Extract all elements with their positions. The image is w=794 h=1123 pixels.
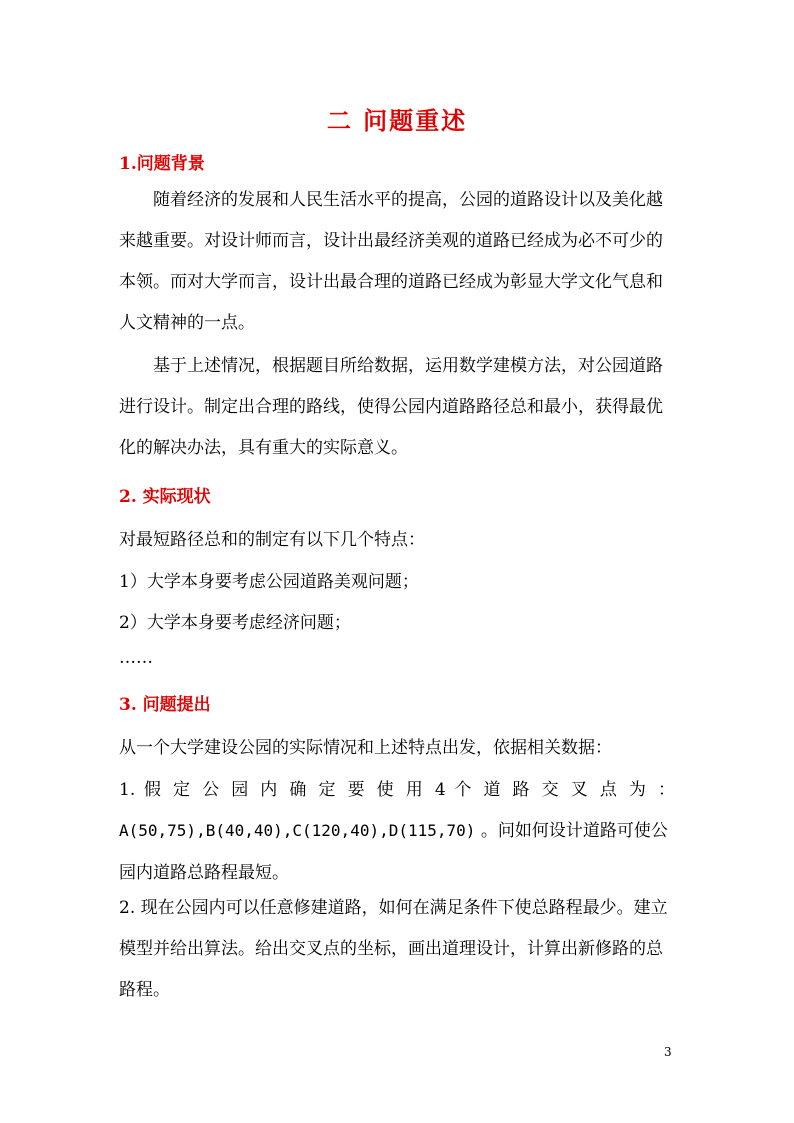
heading-background: 1.问题背景 <box>119 154 205 174</box>
heading-status: 2. 实际现状 <box>119 487 211 507</box>
question-2: 2. 现在公园内可以任意修建道路，如何在满足条件下使总路程最少。建立模型并给出算法。给出交叉点的坐标，画出道理设计，计算出新修路的总路程。 <box>119 898 668 1000</box>
page-number: 3 <box>664 1045 672 1059</box>
intersection-coordinates: A(50,75),B(40,40),C(120,40),D(115,70) <box>119 821 476 840</box>
paragraph-background-1: 随着经济的发展和人民生活水平的提高，公园的道路设计以及美化越来越重要。对设计师而言，设计出最经济美观的道路已经成为必不可少的本领。而对大学而言，设计出最合理的道路已经成为彰显大学文化气息和人文精神的一点。 <box>119 190 663 333</box>
status-ellipsis: …… <box>119 648 153 668</box>
section-title: 二 问题重述 <box>326 106 468 135</box>
question-1-line-2 <box>119 816 668 841</box>
question-1-tail: 。问如何设计道路可使公 <box>475 821 668 841</box>
heading-problem: 3. 问题提出 <box>119 695 211 715</box>
status-item-1: 1）大学本身要考虑公园道路美观问题； <box>119 572 419 592</box>
problem-intro: 从一个大学建设公园的实际情况和上述特点出发，依据相关数据： <box>119 738 612 758</box>
paragraph-background-2: 基于上述情况，根据题目所给数据，运用数学建模方法，对公园道路进行设计。制定出合理的路线，使得公园内道路路径总和最小，获得最优化的解决办法，具有重大的实际意义。 <box>119 356 663 458</box>
question-1-line-3: 园内道路总路程最短。 <box>119 863 289 883</box>
status-intro: 对最短路径总和的制定有以下几个特点： <box>119 530 425 550</box>
question-1-line-1: 1. 假 定 公 园 内 确 定 要 使 用 4 个 道 路 交 叉 点 为 ： <box>119 780 675 800</box>
status-item-2: 2）大学本身要考虑经济问题； <box>119 613 351 633</box>
